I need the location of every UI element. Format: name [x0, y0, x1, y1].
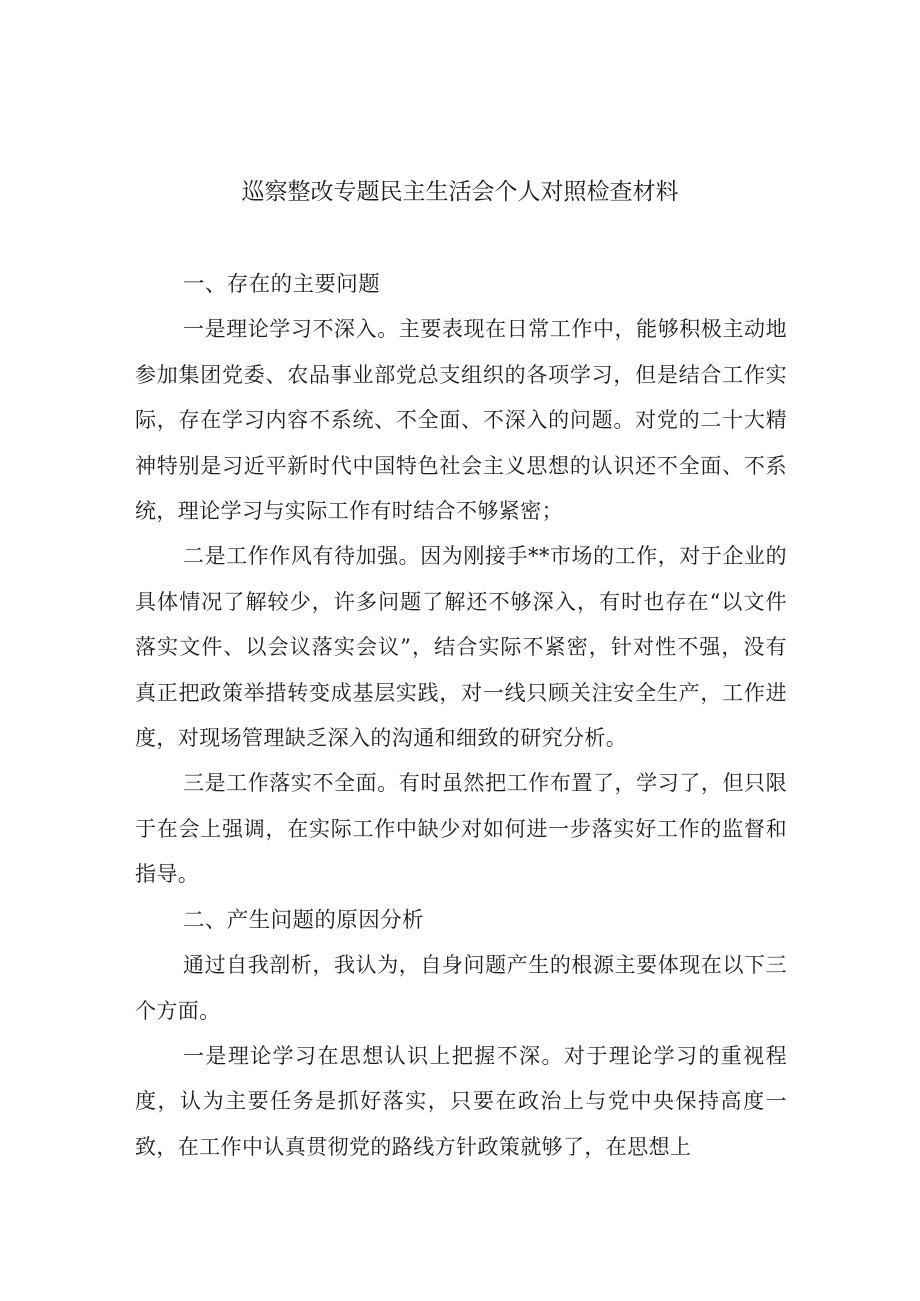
document-title: 巡察整改专题民主生活会个人对照检查材料: [241, 179, 679, 205]
paragraph-work-style: 二是工作作风有待加强。因为刚接手**市场的工作，对于企业的具体情况了解较少，许多问题了解还不够深入，有时也存在“以文件落实文件、以会议落实会议”，结合实际不紧密，针对性不强，没有真正把政策举措转变成基层实践，对一线只顾关注安全生产，工作进度，对现场管理缺乏深入的沟通和细致的研究分析。: [135, 544, 787, 751]
section-heading-causes: 二、产生问题的原因分析: [183, 907, 424, 933]
paragraph-causes-intro: 通过自我剖析，我认为，自身问题产生的根源主要体现在以下三个方面。: [135, 953, 787, 1023]
document-body: [135, 262, 787, 1170]
paragraph-cause-theory: 一是理论学习在思想认识上把握不深。对于理论学习的重视程度，认为主要任务是抓好落实，只要在政治上与党中央保持高度一致，在工作中认真贯彻党的路线方针政策就够了，在思想上: [135, 1043, 787, 1159]
section-heading-problems: 一、存在的主要问题: [183, 272, 381, 297]
paragraph-implementation: 三是工作落实不全面。有时虽然把工作布置了，学习了，但只限于在会上强调，在实际工作中缺少对如何进一步落实好工作的监督和指导。: [135, 771, 787, 887]
paragraph-theory-study: 一是理论学习不深入。主要表现在日常工作中，能够积极主动地参加集团党委、农品事业部党总支组织的各项学习，但是结合工作实际，存在学习内容不系统、不全面、不深入的问题。对党的二十大精神特别是习近平新时代中国特色社会主义思想的认识还不全面、不系统，理论学习与实际工作有时结合不够紧密；: [135, 317, 787, 524]
